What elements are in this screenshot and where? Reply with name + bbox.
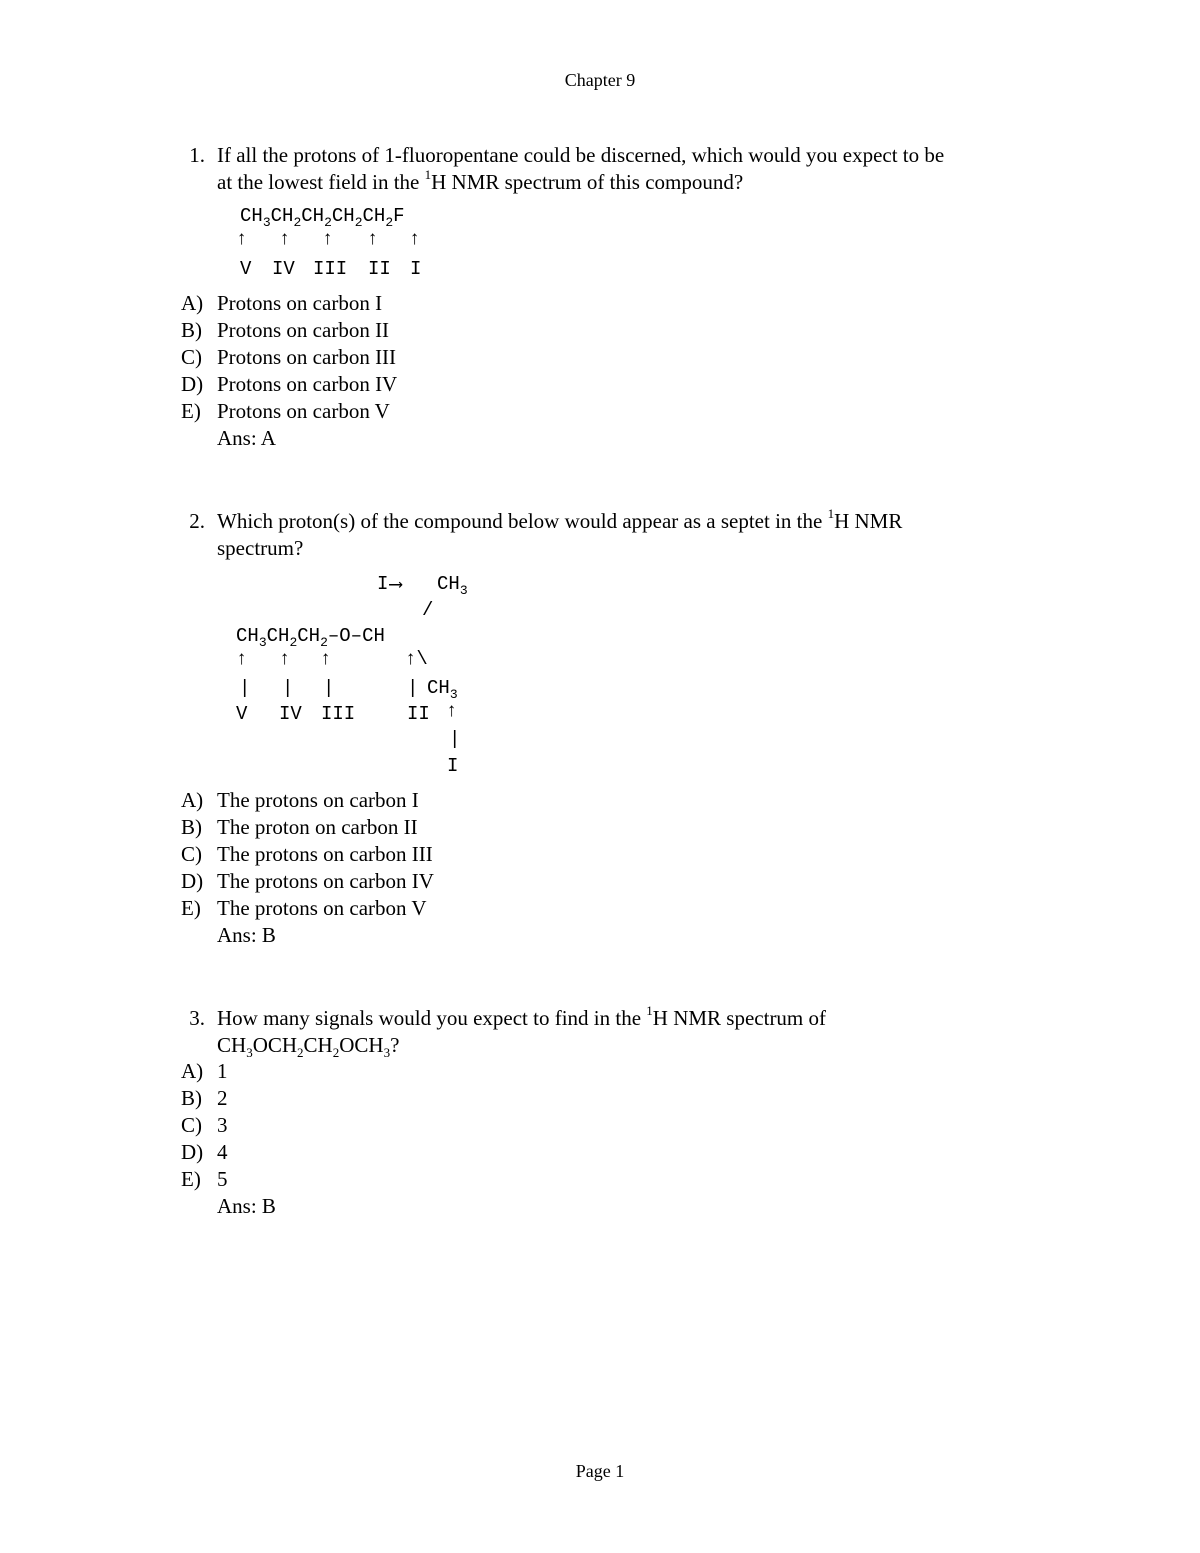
- q3-option-e-text: 5: [217, 1167, 228, 1191]
- question-1-text-line2: at the lowest field in the $^1$H NMR spectrum of this compound?: [217, 167, 744, 194]
- q3-option-a-letter: A): [181, 1059, 204, 1083]
- q3-option-d-text: 4: [217, 1140, 228, 1164]
- q1-option-e-letter: E): [181, 399, 201, 423]
- q1-answer: Ans: A: [217, 426, 276, 450]
- structure-1-arrow-iv: ↑: [279, 228, 291, 250]
- structure-2-bar-iv: |: [282, 677, 294, 699]
- structure-2-label-iii: III: [321, 703, 356, 725]
- q2-option-a-letter: A): [181, 788, 204, 812]
- question-2-text-line2: spectrum?: [217, 536, 304, 560]
- structure-2-bar-v: |: [239, 677, 251, 699]
- q1-option-c-letter: C): [181, 345, 202, 369]
- structure-2-slash: /: [422, 599, 434, 621]
- q3-option-d-letter: D): [181, 1140, 204, 1164]
- question-3-number: 3.: [189, 1006, 205, 1030]
- structure-1-arrow-iii: ↑: [322, 228, 334, 250]
- structure-1-label-iii: III: [313, 258, 348, 280]
- q1-option-d-letter: D): [181, 372, 204, 396]
- structure-1-arrow-v: ↑: [236, 228, 248, 250]
- question-3-formula: $CH_3OCH_2CH_2OCH_3$?: [217, 1033, 400, 1061]
- q3-option-b-letter: B): [181, 1086, 202, 1110]
- q2-option-c-text: The protons on carbon III: [217, 842, 433, 866]
- structure-1-label-iv: IV: [272, 258, 295, 280]
- q3-answer: Ans: B: [217, 1194, 276, 1218]
- q1-option-e-text: Protons on carbon V: [217, 399, 390, 423]
- structure-2-label-v: V: [236, 703, 248, 725]
- q3-option-e-letter: E): [181, 1167, 201, 1191]
- page-footer: Page 1: [575, 1461, 625, 1481]
- q2-option-e-letter: E): [181, 896, 201, 920]
- structure-2-bar-ii: |: [407, 677, 419, 699]
- structure-1-label-i: I: [410, 258, 422, 280]
- structure-2-label-iv: IV: [279, 703, 302, 725]
- q3-option-c-text: 3: [217, 1113, 228, 1137]
- q2-option-d-letter: D): [181, 869, 204, 893]
- q1-option-b-text: Protons on carbon II: [217, 318, 390, 342]
- question-1-text-line1: If all the protons of 1-fluoropentane could be discerned, which would you expect to be: [217, 143, 945, 167]
- q1-option-a-letter: A): [181, 291, 204, 315]
- structure-2-bar-i: |: [449, 728, 461, 750]
- structure-2-arrow-v: ↑: [236, 648, 248, 670]
- structure-2-top-label-i: I: [377, 573, 389, 595]
- q3-option-c-letter: C): [181, 1113, 202, 1137]
- structure-2-top-ch3: $CH_3$: [437, 573, 468, 598]
- question-2-number: 2.: [189, 509, 205, 533]
- structure-2-arrow-iii: ↑: [320, 648, 332, 670]
- question-1-structure-formula: $CH_3CH_2CH_2CH_2CH_2F$: [240, 205, 405, 230]
- q3-option-b-text: 2: [217, 1086, 228, 1110]
- q2-option-e-text: The protons on carbon V: [217, 896, 427, 920]
- question-3-text-line1: How many signals would you expect to find in the $^1$H NMR spectrum of: [217, 1003, 827, 1030]
- page-header: Chapter 9: [564, 70, 636, 90]
- q2-option-a-text: The protons on carbon I: [217, 788, 419, 812]
- structure-2-arrow-i: ↑: [446, 700, 458, 722]
- structure-1-arrow-ii: ↑: [367, 228, 379, 250]
- question-2-text-line1: Which proton(s) of the compound below would appear as a septet in the $^1$H NMR: [217, 506, 903, 533]
- structure-2-arrow-ii: ↑\: [405, 648, 428, 670]
- q2-option-c-letter: C): [181, 842, 202, 866]
- q1-option-a-text: Protons on carbon I: [217, 291, 383, 315]
- q1-option-b-letter: B): [181, 318, 202, 342]
- structure-2-bar-iii: |: [323, 677, 335, 699]
- q2-answer: Ans: B: [217, 923, 276, 947]
- q1-option-c-text: Protons on carbon III: [217, 345, 397, 369]
- structure-1-arrow-i: ↑: [409, 228, 421, 250]
- structure-1-label-ii: II: [368, 258, 391, 280]
- q3-option-a-text: 1: [217, 1059, 228, 1083]
- structure-2-label-ii: II: [407, 703, 430, 725]
- question-1-number: 1.: [189, 143, 205, 167]
- structure-2-chain: $CH_3CH_2CH_2-O-CH$: [236, 625, 385, 650]
- structure-2-label-i: I: [447, 755, 459, 777]
- q2-option-b-letter: B): [181, 815, 202, 839]
- structure-2-bottom-ch3: $CH_3$: [427, 677, 458, 702]
- q1-option-d-text: Protons on carbon IV: [217, 372, 398, 396]
- q2-option-b-text: The proton on carbon II: [217, 815, 418, 839]
- structure-2-top-arrow: ⟶: [390, 574, 402, 596]
- structure-2-arrow-iv: ↑: [279, 648, 291, 670]
- structure-1-label-v: V: [240, 258, 252, 280]
- q2-option-d-text: The protons on carbon IV: [217, 869, 434, 893]
